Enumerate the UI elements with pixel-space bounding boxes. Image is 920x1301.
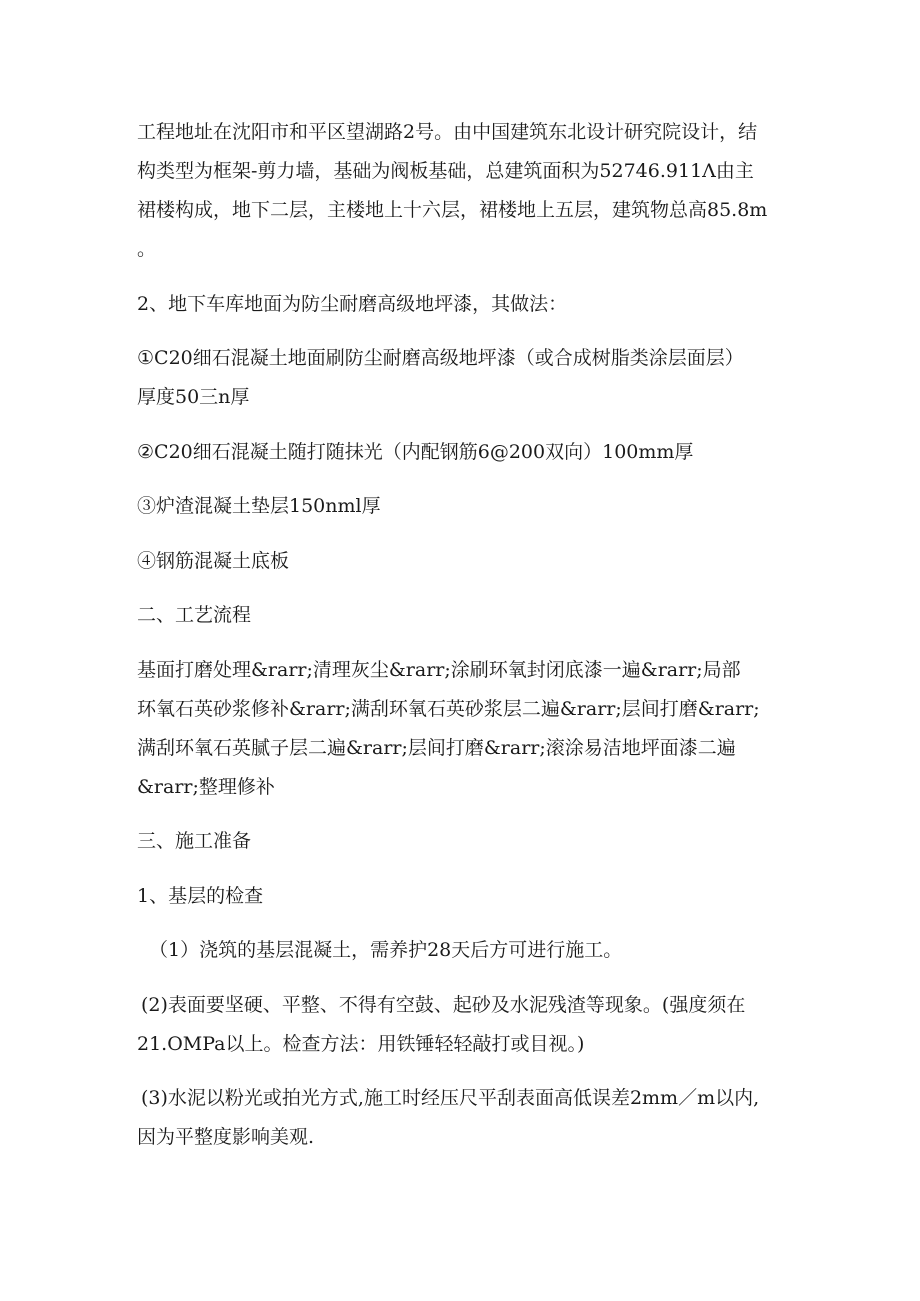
- text-line: （1）浇筑的基层混凝土，需养护28天后方可进行施工。: [149, 939, 623, 961]
- text-line: 工程地址在沈阳市和平区望湖路2号。由中国建筑东北设计研究院设计，结: [137, 121, 758, 143]
- subsection-heading: 1、基层的检查: [137, 884, 264, 907]
- text-line: ②C20细石混凝土随打随抹光（内配钢筋6@200双向）100mm厚: [137, 440, 694, 463]
- text-line: (2)表面要坚硬、平整、不得有空鼓、起砂及水泥残渣等现象。(强度须在: [141, 993, 746, 1016]
- subsection-heading-base-check: [137, 877, 807, 916]
- text-line: 因为平整度影响美观.: [137, 1126, 315, 1148]
- text-line: &rarr;整理修补: [137, 775, 275, 798]
- check-item-1: [137, 931, 807, 970]
- construction-step-3: [137, 487, 807, 526]
- text-line: 21.OMPa以上。检查方法：用铁锤轻轻敲打或目视。): [137, 1032, 585, 1055]
- check-item-3: [137, 1079, 807, 1157]
- construction-step-4: [137, 542, 807, 581]
- section-heading: 三、施工准备: [137, 830, 252, 852]
- process-flow-paragraph: [137, 651, 807, 807]
- text-line: 环氧石英砂浆修补&rarr;满刮环氧石英砂浆层二遍&rarr;层间打磨&rarr;: [137, 697, 760, 720]
- document-body: [137, 113, 807, 1173]
- floor-coating-item: [137, 285, 807, 324]
- text-line: ①C20细石混凝土地面刷防尘耐磨高级地坪漆（或合成树脂类涂层面层）: [137, 347, 744, 369]
- text-line: 厚度50三n厚: [137, 386, 250, 408]
- text-line: (3)水泥以粉光或拍光方式,施工时经压尺平刮表面高低误差2mm／m以内,: [141, 1087, 760, 1109]
- project-description-paragraph: [137, 113, 807, 269]
- text-line: 基面打磨处理&rarr;清理灰尘&rarr;涂刷环氧封闭底漆一遍&rarr;局部: [137, 658, 741, 681]
- check-item-2: [137, 986, 807, 1064]
- section-heading: 二、工艺流程: [137, 604, 252, 626]
- construction-step-1: [137, 339, 807, 417]
- construction-step-2: [137, 433, 807, 472]
- text-line: ③炉渣混凝土垫层150nml厚: [137, 495, 381, 517]
- text-line: 裙楼构成，地下二层，主楼地上十六层，裙楼地上五层，建筑物总高85.8m: [137, 199, 768, 221]
- text-line: 构类型为框架-剪力墙，基础为阀板基础，总建筑面积为52746.911Λ由主: [137, 160, 754, 182]
- text-line: 满刮环氧石英腻子层二遍&rarr;层间打磨&rarr;滚涂易洁地坪面漆二遍: [137, 736, 736, 759]
- text-line: 。: [137, 238, 157, 260]
- section-heading-preparation: [137, 822, 807, 861]
- text-line: 2、地下车库地面为防尘耐磨高级地坪漆，其做法：: [137, 292, 568, 315]
- text-line: ④钢筋混凝土底板: [137, 549, 290, 572]
- section-heading-process: [137, 596, 807, 635]
